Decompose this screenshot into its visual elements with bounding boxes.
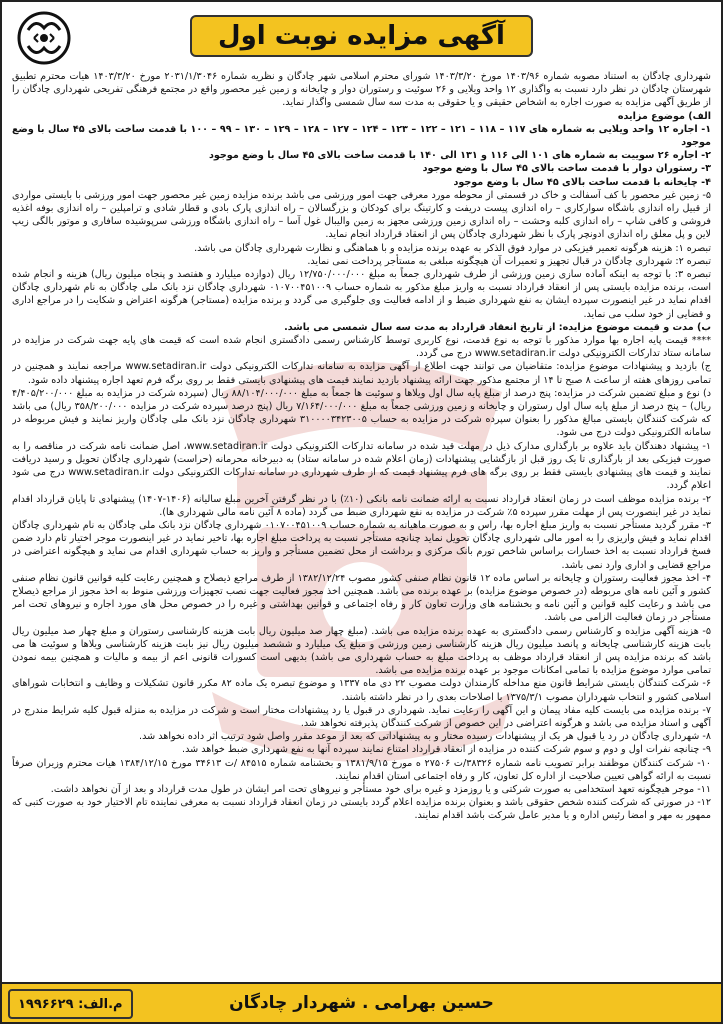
condition-item: ۱- پیشنهاد دهندگان باید علاوه بر بارگذاری مدارک ذیل در مهلت قید شده در سامانه تدارکات الکترونیکی دولت www.setadiran.ir، اصل ضمانت نامه شرکت در مناقصه را به صورت فیزیکی بعد از بارگذاری تا یک روز قبل از بازگشایی پیشنهادات (زمان اعلام شده در سامانه ستاد) به دبیرخانه محرمانه (حراست) شهرداری چادگان تحویل و رسید دریافت نمایند و قیمت های پیشنهادی بایستی فقط بر روی برگه های فرم پیشنهاد قیمت که از طرف شهرداری در سامانه تدارکات الکترونیکی دولت www.setadiran.ir درج می شود اعلام گردد. (12, 440, 711, 492)
condition-item: ۱۰- شرکت کنندگان موظفند برابر تصویب نامه شماره ۳۸۳۲۶/ت ۲۷۵۰۶ ه مورخ ۱۳۸۱/۹/۱۵ و بخشنامه شماره ۸۴۵۱۵ /ت ۳۴۶۱۳ مورخ ۱۳۸۴/۱۲/۱۵ هیات محترم وزیران صرفاً نسبت به ارائه گواهی تعیین صلاحیت از اداره کل تعاون، کار و رفاه اجتماعی استان اقدام نمایند. (12, 757, 711, 782)
condition-item: ۶- شرکت کنندگان بایستی شرایط قانون منع مداخله کارمندان دولت مصوب ۲۲ دی ماه ۱۳۳۷ و موضوع تبصره یک ماده ۸۲ مکرر قانون تشکیلات و وظایف و انتخابات شوراهای اسلامی کشور و انتخاب شهرداران مصوب ۱۳۷۵/۳/۱ با اصلاحات بعدی را در نظر داشته باشند. (12, 678, 711, 703)
condition-item: ۲- برنده مزایده موظف است در زمان انعقاد قرارداد نسبت به ارائه ضمانت نامه بانکی (۱۰٪) با در نظر گرفتن آخرین مبلغ سالیانه (۱۴۰۶-۱۴۰۷) پیشنهادی تا پایان قرارداد اقدام نماید در غیر اینصورت پس از مهلت مقرر سپرده ۵٪ شرکت در مزایده به نفع شهرداری ضبط می گردد (ماده ۸ آئین نامه مالی شهرداری ها). (12, 493, 711, 518)
note-item: تبصره ۲: شهرداری چادگان در قبال تجهیز و تعمیرات آن هیچگونه مبلغی به مستأجر پرداخت نمی نماید. (307, 255, 711, 267)
condition-item: ۵- هزینه آگهی مزایده و کارشناس رسمی دادگستری به عهده برنده مزایده می باشد. (مبلغ چهار صد میلیون ریال بابت هزینه کارشناسی رستوران و مبلغ چهار صد میلیون ریال بابت هزینه کارشناسی چایخانه و پانصد میلیون ریال هزینه کارشناسی زمین ورزشی و مبلغ یک میلیارد و ششصد میلیون ریال نیز بابت هزینه کارشناسی ویلاها و سوئیت ها می باشد که برنده مزایده پس از انعقاد قرارداد موظف به پرداخت مبلغ به حساب شهرداری می باشد) بدیهی است کسورات قانونی اعم از بیمه و مالیات و همچنین بیمه نمودن تمامی موارد موضوع مزایده با تمامی امکانات موجود بر عهده برنده مزایده می باشد. (12, 625, 711, 677)
condition-item: ۸- شهرداری چادگان در رد یا قبول هر یک از پیشنهادات رسیده مختار و به پیشنهاداتی که بعد از موعد مقرر واصل شود ترتیب اثر داده نخواهد شد. (139, 731, 711, 743)
note-item: تبصره ۱: هزینه هرگونه تعمیر فیزیکی در موارد فوق الذکر به عهده برنده مزایده و با هماهنگی و نظارت شهرداری چادگان می باشد. (194, 242, 711, 254)
list-item: ۴- چایخانه با قدمت ساخت بالای ۴۵ سال با وضع موجود (453, 176, 711, 188)
notice-code-badge: م.الف: ۱۹۹۶۶۲۹ (8, 989, 133, 1019)
condition-item: ۴- اخذ مجوز فعالیت رستوران و چایخانه بر اساس ماده ۱۲ قانون نظام صنفی کشور مصوب ۱۳۸۲/۱۲/۲۴ از طرف مراجع ذیصلاح و همچنین رعایت کلیه قوانین قانون نظام صنفی کشور و آئین نامه های مربوطه (در خصوص موضوع مزایده) بر عهده برنده می باشد. همچنین اخذ مجوز فعالیت جهت نصب تجهیزات ورزشی منوط به اخذ مجوز از مراجع ذیصلاح می باشد و رعایت کلیه قوانین و آئین نامه و بخشنامه های وزارت تعاون کار و رفاه اجتماعی و قوانین بهداشتی و غیره را در خصوص محل های مورد اجاره و نیروهای تحت امر مستأجر در زمان فعالیت الزامی می باشد. (12, 572, 711, 624)
mayor-signature: حسین بهرامی . شهردار چادگان (229, 993, 494, 1013)
list-item: ۵- زمین غیر محصور با کف آسفالت و خاک در قسمتی از محوطه مورد معرفی جهت امور ورزشی می باشد برنده مزایده زمین غیر محصور جهت امور ورزشی با بایستی مواردی از قبیل راه اندازی باشگاه سوارکاری – راه اندازی پیست دریفت و کارتینگ برای کودکان و بزرگسالان – راه اندازی پارک بادی و قطار شادی و ترامپلین – راه اندازی بوفه اغذیه فروشی و کافی شاپ – راه اندازی کلبه وحشت – راه اندازی زمین ورزشی مجهز به زمین والیبال غول آسا – راه اندازی باشگاه ورزشی سرپوشیده سافاری و موتور بالگی زیپ لاین و پل معلق راه اندازی ادونچر پارک با نظر شهرداری چادگان پس از انعقاد قرارداد انجام نماید. (12, 189, 711, 241)
section-a-heading: الف) موضوع مزایده (617, 110, 711, 122)
section-d-paragraph: د) نوع و مبلغ تضمین شرکت در مزایده: پنج درصد از مبلغ پایه سال اول ویلاها و سوئیت ها جمعاً به مبلغ ۸۸/۱۰۴/۰۰۰/۰۰۰ ریال (سپرده شرکت در مزایده به مبلغ ۴/۴۰۵/۲۰۰/۰۰۰ ریال) – پنج درصد از مبلغ پایه سال اول رستوران و چایخانه و زمین ورزشی جمعاً به مبلغ ۷/۱۶۴/۰۰۰/۰۰۰ ریال (پنج درصد سپرده شرکت در مزایده ۳۵۸/۲۰۰/۰۰۰ ریال) می باشد که شرکت کنندگان بایستی مبالغ مذکور را بعنوان سپرده شرکت در مزایده به حساب ۳۱۰۰۰۰۳۴۲۳۰۰۵ شهرداری چادگان نزد بانک ملی چادگان واریز نمایند و فیش مربوطه در سامانه الکترونیکی دولت درج می شود. (12, 387, 711, 439)
notice-title: آگهی مزایده نوبت اول (190, 15, 533, 57)
section-b-heading: ب) مدت و قیمت موضوع مزایده: از تاریخ انعقاد قرارداد به مدت سه سال شمسی می باشد. (284, 321, 711, 333)
condition-item: ۱۱- موجر هیچگونه تعهد استخدامی به صورت شرکتی و یا روزمزد و غیره برای خود مستأجر و نیروهای تحت امر ایشان در طول مدت قرارداد و بعد از آن نخواهد داشت. (50, 783, 711, 795)
section-b-price: **** قیمت پایه اجاره بها موارد مذکور با توجه به نوع قدمت، نوع کاربری توسط کارشناس رسمی دادگستری انجام شده است که قیمت های پایه جهت شرکت در مزایده در سامانه ستاد تدارکات الکترونیکی دولت www.setadiran.ir درج می گردد. (12, 335, 711, 360)
list-item: ۲- اجاره ۲۶ سوییت به شماره های ۱۰۱ الی ۱۱۶ و ۱۳۱ الی ۱۴۰ با قدمت ساخت بالای ۴۵ سال با وضع موجود (208, 150, 711, 162)
municipality-logo-icon (16, 10, 72, 66)
note-item: تبصره ۳: با توجه به اینکه آماده سازی زمین ورزشی از طرف شهرداری جمعاً به مبلغ ۱۲/۷۵۰/۰۰۰/۰۰۰ ریال (دوازده میلیارد و هفتصد و پنجاه میلیون ریال) هزینه و انجام شده است، برنده مزایده بایستی پس از انعقاد قرارداد نسبت به واریز مبلغ مذکور به شماره حساب ۰۱۰۷۰۰۴۵۱۰۰۹ شهرداری چادگان نزد بانک ملی چادگان به نام شهرداری چادگان اقدام نماید در غیر اینصورت سپرده ایشان به نفع شهرداری ضبط و از ادامه فعالیت وی جلوگیری می گردد و برنده مزایده (مستاجر) هرگونه اعتراض و شکایت را در مراجع اداری و قضایی از خود سلب می نماید. (12, 269, 711, 320)
notice-body (12, 70, 711, 982)
section-c-paragraph: ج) بازدید و پیشنهادات موضوع مزایده: متقاضیان می توانند جهت اطلاع از آگهی مزایده به سامانه تدارکات الکترونیکی دولت www.setadiran.ir مراجعه نمایند و همچنین در تمامی روزهای هفته از ساعت ۸ صبح تا ۱۴ از مجتمع مذکور جهت ارائه پیشنهاد بازدید نمایند قیمت های پیشنهادی بایستی فقط بر روی برگه فرم تعهد اجاره پیشنهاد داده شود. (12, 361, 711, 386)
condition-item: ۷- برنده مزایده می بایست کلیه مفاد پیمان و این آگهی را رعایت نماید. شهرداری در قبول یا رد پیشنهادات مختار است و شرکت در مزایده به منزله قبول کلیه شرایط مندرج در آگهی و اسناد مزایده می باشد و هرگونه اعتراضی در این خصوص از شرکت کنندگان پذیرفته نخواهد شد. (12, 704, 711, 729)
intro-paragraph: شهرداری چادگان به استناد مصوبه شماره ۱۴۰۳/۹۶ مورخ ۱۴۰۳/۳/۲۰ شورای محترم اسلامی شهر چادگان و نظریه شماره ۲۰۳۱/۱/۳۰۴۶ مورخ ۱۴۰۳/۳/۲۰ هیات محترم تطبیق شهرستان چادگان در نظر دارد نسبت به واگذاری ۱۲ واحد ویلایی و ۲۶ سوئیت و رستوران دوار و چایخانه و زمین غیر محصور واقع در مجتمع فرهنگی تفریحی شهرداری چادگان را از طریق آگهی مزایده به صورت اجاره به اشخاص حقیقی و یا حقوقی به مدت سه سال شمسی واگذار نماید. (12, 71, 711, 109)
notice-header (2, 2, 721, 70)
list-item: ۱- اجاره ۱۲ واحد ویلایی به شماره های ۱۱۷ – ۱۱۸ – ۱۲۱ – ۱۲۲ – ۱۲۳ – ۱۲۴ – ۱۲۷ – ۱۲۸ – ۱۲۹ – ۱۳۰ – ۹۹ – ۱۰۰ با قدمت ساخت بالای ۴۵ سال با وضع موجود (12, 123, 711, 149)
list-item: ۳- رستوران دوار با قدمت ساخت بالای ۴۵ سال با وضع موجود (422, 163, 711, 175)
condition-item: ۹- چنانچه نفرات اول و دوم و سوم شرکت کننده در مزایده از انعقاد قرارداد امتناع نمایند سپرده آنها به نفع شهرداری ضبط خواهد شد. (182, 744, 711, 756)
notice-footer (2, 982, 721, 1022)
condition-item: ۱۲- در صورتی که شرکت کننده شخص حقوقی باشد و بعنوان برنده مزایده اعلام گردد بایستی در زمان انعقاد قرارداد نسبت به معرفی نماینده تام الاختیار خود به صورت کتبی که ممهور به مهر و امضا رئیس اداره و یا مدیر عامل شرکت باشد اقدام نمایند. (12, 797, 711, 822)
condition-item: ۳- مقرر گردید مستأجر نسبت به واریز مبلغ اجاره بها، راس و به صورت ماهیانه به شماره حساب ۰۱۰۷۰۰۴۵۱۰۰۹ شهرداری چادگان نزد بانک ملی چادگان به نام شهرداری چادگان اقدام نماید و فیش واریزی را به امور مالی شهرداری چادگان تحویل نماید چنانچه مستأجر نسبت به پرداخت مبلغ اجاره بها، تاخیر نماید در غیر اینصورت موجر اختیار تام دارد ضمن فسخ قرارداد نسبت به اخذ خسارات براساس شاخص تورم بانک مرکزی و برداشت از محل تضمین مستأجر و واریز به حساب شهرداری اقدام می نماید و هیچگونه اعتراضی در مراجع قضایی و اداری وارد نمی باشد. (12, 519, 711, 571)
